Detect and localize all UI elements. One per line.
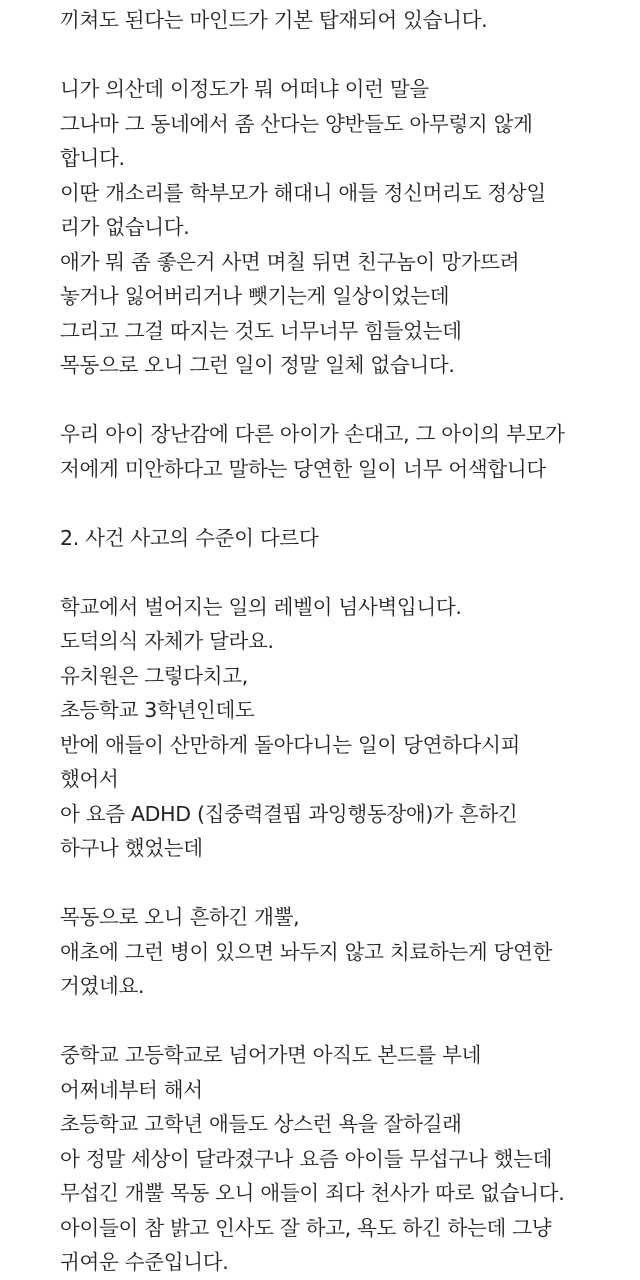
text-line: 끼쳐도 된다는 마인드가 기본 탑재되어 있습니다. xyxy=(60,8,488,32)
text-line: 하구나 했었는데 xyxy=(60,836,203,860)
text-line: 그나마 그 동네에서 좀 산다는 양반들도 아무렇지 않게 xyxy=(60,111,533,136)
text-line: 놓거나 잃어버리거나 뺏기는게 일상이었는데 xyxy=(60,284,450,308)
text-line: 초등학교 고학년 애들도 상스런 욕을 잘하길래 xyxy=(60,1112,462,1136)
text-line: 유치원은 그렇다치고, xyxy=(60,663,248,688)
text-line: 무섭긴 개뿔 목동 오니 애들이 죄다 천사가 따로 없습니다. xyxy=(60,1181,565,1205)
text-line: 목동으로 오니 그런 일이 정말 일체 없습니다. xyxy=(60,353,455,377)
text-line: 귀여운 수준입니다. xyxy=(60,1250,229,1274)
text-line: 리가 없습니다. xyxy=(60,215,190,239)
text-line: 우리 아이 장난감에 다른 아이가 손대고, 그 아이의 부모가 xyxy=(60,422,565,446)
text-line: 이딴 개소리를 학부모가 해대니 애들 정신머리도 정상일 xyxy=(60,180,546,205)
text-line: 학교에서 벌어지는 일의 레벨이 넘사벽입니다. xyxy=(60,594,462,619)
text-line: 아이들이 참 밝고 인사도 잘 하고, 욕도 하긴 하는데 그냥 xyxy=(60,1215,552,1240)
text-line: 반에 애들이 산만하게 돌아다니는 일이 당연하다시피 xyxy=(60,732,521,757)
text-line: 2. 사건 사고의 수준이 다르다 xyxy=(60,525,319,550)
text-line: 저에게 미안하다고 말하는 당연한 일이 너무 어색합니다 xyxy=(60,456,546,481)
text-line: 애가 뭐 좀 좋은거 사면 며칠 뒤면 친구놈이 망가뜨려 xyxy=(60,249,520,274)
text-line: 그리고 그걸 따지는 것도 너무너무 힘들었는데 xyxy=(60,318,462,343)
text-line: 애초에 그런 병이 있으면 놔두지 않고 치료하는게 당연한 xyxy=(60,939,553,964)
text-line: 니가 의산데 이정도가 뭐 어떠냐 이런 말을 xyxy=(60,77,429,101)
text-line: 거였네요. xyxy=(60,974,145,998)
text-line: 합니다. xyxy=(60,146,125,170)
text-line: 초등학교 3학년인데도 xyxy=(60,698,255,722)
text-line: 목동으로 오니 흔하긴 개뿔, xyxy=(60,905,300,929)
text-line: 아 요즘 ADHD (집중력결핍 과잉행동장애)가 흔하긴 xyxy=(60,801,518,826)
text-line: 어쩌네부터 해서 xyxy=(60,1077,203,1102)
text-line: 했어서 xyxy=(60,767,119,791)
text-line: 중학교 고등학교로 넘어가면 아직도 본드를 부네 xyxy=(60,1043,482,1067)
text-line: 도덕의식 자체가 달라요. xyxy=(60,629,274,653)
text-line: 아 정말 세상이 달라졌구나 요즘 아이들 무섭구나 했는데 xyxy=(60,1146,553,1171)
